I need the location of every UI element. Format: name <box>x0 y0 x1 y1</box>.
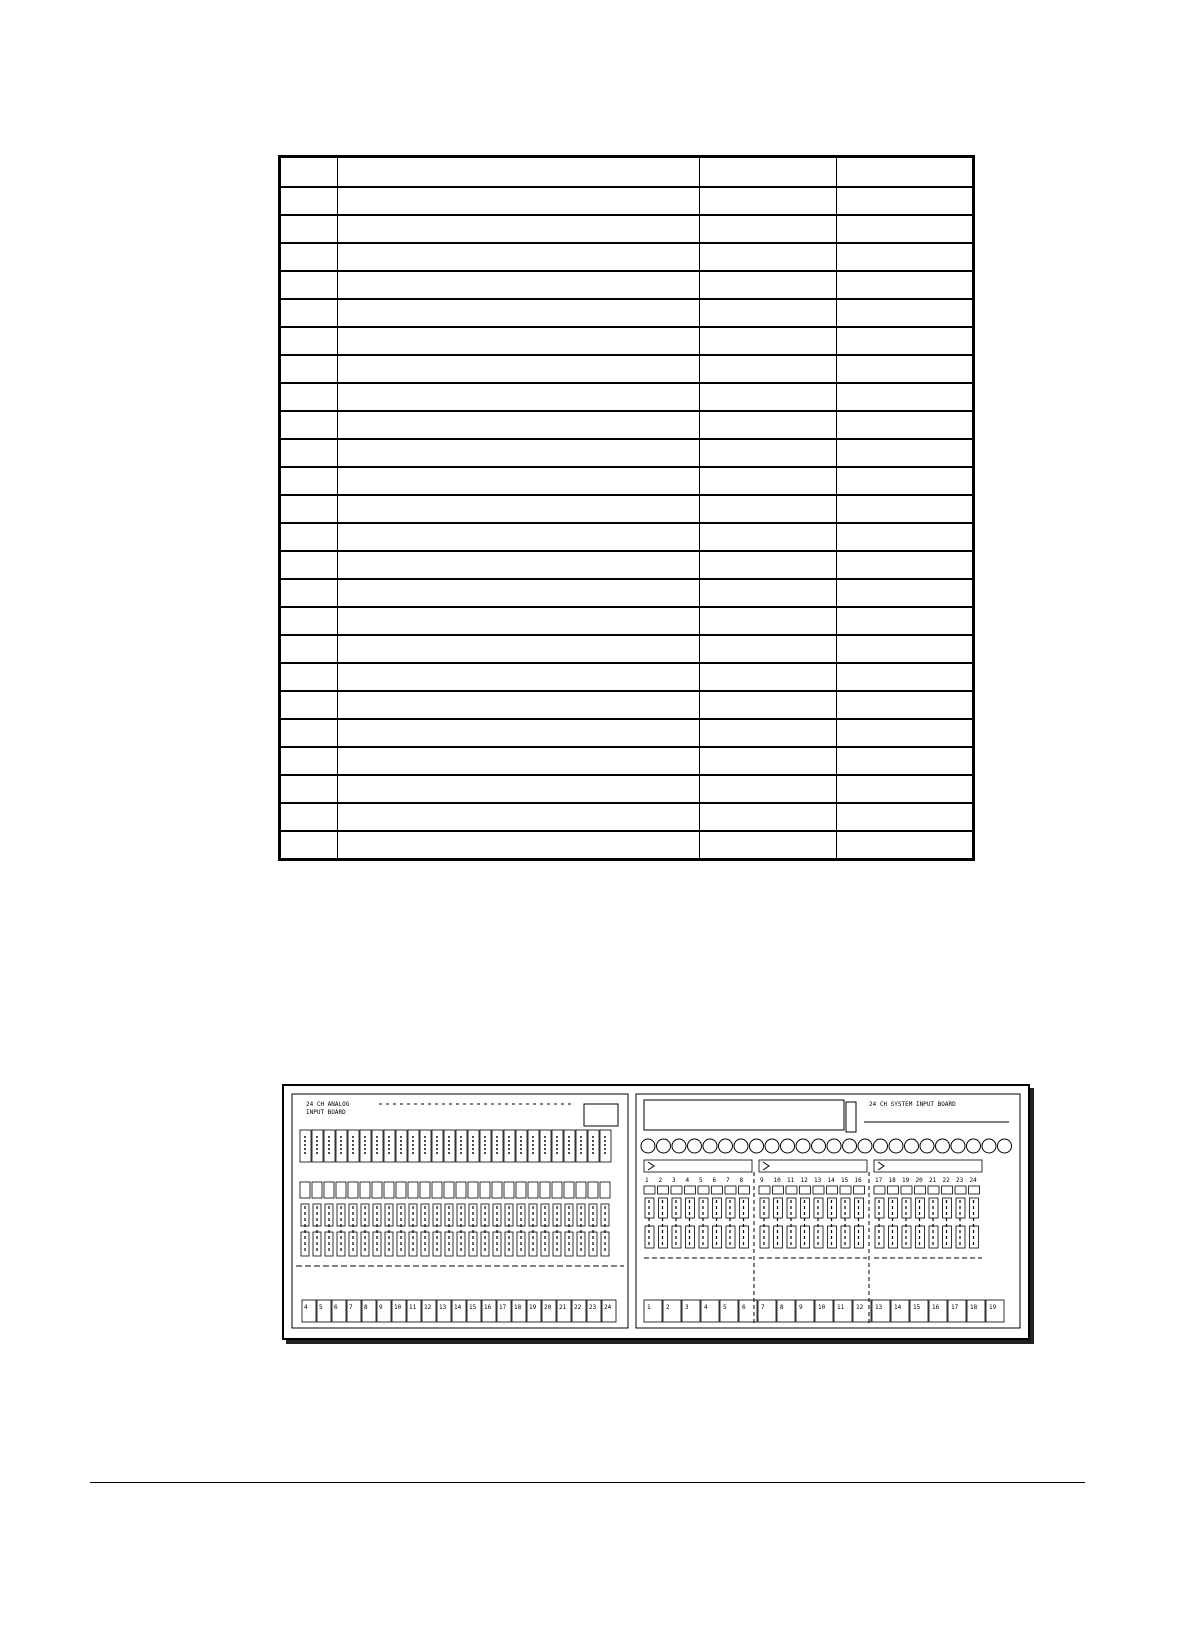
table-cell <box>280 719 338 747</box>
bottom-terminal-number: 14 <box>454 1304 462 1311</box>
table-cell <box>700 243 837 271</box>
left-board-title-line-1: 24 CH ANALOG <box>306 1101 350 1108</box>
channel-header <box>516 1182 526 1198</box>
group-arrow-icon <box>648 1162 654 1170</box>
table-cell <box>837 775 974 803</box>
table-cell <box>280 383 338 411</box>
bottom-terminal-number: 21 <box>559 1304 567 1311</box>
table-cell <box>280 495 338 523</box>
channel-number: 16 <box>854 1177 862 1184</box>
table-cell <box>700 355 837 383</box>
table-cell <box>280 691 338 719</box>
right-jumper-block <box>846 1102 856 1132</box>
channel-jumper <box>658 1186 669 1194</box>
table-cell <box>280 635 338 663</box>
bottom-terminal-number: 23 <box>589 1304 597 1311</box>
channel-number: 9 <box>760 1177 764 1184</box>
table-cell <box>700 579 837 607</box>
table-cell <box>338 355 700 383</box>
channel-jumper <box>671 1186 682 1194</box>
right-board-outline <box>636 1094 1020 1328</box>
channel-header <box>372 1182 382 1198</box>
table-cell <box>700 635 837 663</box>
status-led <box>889 1139 903 1153</box>
bottom-terminal-number: 19 <box>529 1304 537 1311</box>
table-row <box>280 719 974 747</box>
channel-jumper <box>800 1186 811 1194</box>
table-cell <box>837 271 974 299</box>
table-cell <box>700 187 837 215</box>
table-cell <box>280 439 338 467</box>
table-cell <box>338 523 700 551</box>
channel-group-bar <box>759 1160 867 1172</box>
left-board-title-line-2: INPUT BOARD <box>306 1109 346 1116</box>
bottom-terminal-number: 8 <box>780 1304 784 1311</box>
table-cell <box>338 775 700 803</box>
channel-number: 23 <box>956 1177 964 1184</box>
channel-number: 15 <box>841 1177 849 1184</box>
channel-header <box>480 1182 490 1198</box>
channel-header <box>552 1182 562 1198</box>
input-board-drawing <box>284 1086 1028 1338</box>
channel-jumper <box>888 1186 899 1194</box>
bottom-terminal-number: 16 <box>932 1304 940 1311</box>
table-cell <box>280 523 338 551</box>
table-cell <box>837 663 974 691</box>
table-cell <box>837 831 974 859</box>
table-cell <box>837 215 974 243</box>
channel-header <box>540 1182 550 1198</box>
table-row <box>280 635 974 663</box>
table-cell <box>837 187 974 215</box>
footer-rule <box>90 1482 1085 1483</box>
bottom-terminal-number: 17 <box>951 1304 959 1311</box>
table-cell <box>280 803 338 831</box>
table-row <box>280 271 974 299</box>
channel-header <box>432 1182 442 1198</box>
table-row <box>280 663 974 691</box>
channel-number: 19 <box>902 1177 910 1184</box>
bottom-terminal-number: 4 <box>304 1304 308 1311</box>
table-cell <box>280 467 338 495</box>
table-cell <box>700 691 837 719</box>
table-cell <box>700 215 837 243</box>
table-row <box>280 215 974 243</box>
status-led <box>874 1139 888 1153</box>
channel-group-bar <box>874 1160 982 1172</box>
status-led <box>703 1139 717 1153</box>
status-led <box>719 1139 733 1153</box>
table-cell <box>837 635 974 663</box>
table-cell <box>280 215 338 243</box>
header-cell-3 <box>700 157 837 188</box>
table-row <box>280 831 974 859</box>
channel-jumper <box>813 1186 824 1194</box>
table-cell <box>338 411 700 439</box>
status-led-row <box>641 1139 1012 1153</box>
table-cell <box>700 383 837 411</box>
channel-header <box>300 1182 310 1198</box>
channel-number: 10 <box>773 1177 781 1184</box>
channel-number: 1 <box>645 1177 649 1184</box>
bottom-terminal-number: 18 <box>970 1304 978 1311</box>
table-cell <box>837 691 974 719</box>
table-cell <box>338 271 700 299</box>
left-connector-block <box>584 1104 618 1126</box>
table-cell <box>338 551 700 579</box>
right-board-title: 24 CH SYSTEM INPUT BOARD <box>869 1101 956 1108</box>
channel-number: 5 <box>699 1177 703 1184</box>
bottom-terminal-number: 8 <box>364 1304 368 1311</box>
channel-number: 2 <box>658 1177 663 1184</box>
bottom-terminal-number: 13 <box>875 1304 883 1311</box>
table-cell <box>837 327 974 355</box>
bottom-terminal-number: 22 <box>574 1304 582 1311</box>
bottom-terminal-number: 14 <box>894 1304 902 1311</box>
channel-jumper <box>928 1186 939 1194</box>
channel-number: 4 <box>685 1177 690 1184</box>
input-board-figure <box>282 1084 1030 1340</box>
status-led <box>641 1139 655 1153</box>
bottom-terminal-number: 3 <box>685 1304 689 1311</box>
status-led <box>920 1139 934 1153</box>
channel-number: 8 <box>739 1177 744 1184</box>
bottom-terminal-number: 10 <box>818 1304 826 1311</box>
table-cell <box>837 803 974 831</box>
table-cell <box>280 607 338 635</box>
header-cell-2 <box>338 157 700 188</box>
bottom-terminal-number: 1 <box>647 1304 651 1311</box>
channel-jumper <box>759 1186 770 1194</box>
table-row <box>280 495 974 523</box>
table-cell <box>837 551 974 579</box>
channel-number: 20 <box>915 1177 923 1184</box>
channel-header <box>444 1182 454 1198</box>
channel-header <box>312 1182 322 1198</box>
table-row <box>280 355 974 383</box>
channel-number: 13 <box>814 1177 822 1184</box>
table-row <box>280 607 974 635</box>
table-cell <box>338 663 700 691</box>
channel-header <box>336 1182 346 1198</box>
channel-jumper <box>840 1186 851 1194</box>
table-cell <box>338 215 700 243</box>
table-row <box>280 775 974 803</box>
table-cell <box>700 719 837 747</box>
table-cell <box>700 803 837 831</box>
bottom-terminal-number: 7 <box>349 1304 353 1311</box>
table-cell <box>700 747 837 775</box>
bottom-terminal-number: 12 <box>856 1304 864 1311</box>
table-row <box>280 439 974 467</box>
status-led <box>951 1139 965 1153</box>
table-row <box>280 747 974 775</box>
channel-jumper <box>901 1186 912 1194</box>
io-assignment-table <box>278 155 975 861</box>
table-cell <box>280 579 338 607</box>
left-bottom-terminal-strip <box>302 1300 616 1322</box>
table-cell <box>338 243 700 271</box>
table-cell <box>837 439 974 467</box>
table-cell <box>837 579 974 607</box>
channel-jumper <box>969 1186 980 1194</box>
table-row <box>280 243 974 271</box>
table-cell <box>700 607 837 635</box>
table-row <box>280 187 974 215</box>
channel-header <box>576 1182 586 1198</box>
channel-number: 24 <box>969 1177 977 1184</box>
bottom-terminal-number: 6 <box>334 1304 338 1311</box>
bottom-terminal-number: 10 <box>394 1304 402 1311</box>
table-row <box>280 383 974 411</box>
table-cell <box>837 243 974 271</box>
table-row <box>280 579 974 607</box>
channel-header <box>528 1182 538 1198</box>
table-cell <box>338 299 700 327</box>
channel-jumper <box>854 1186 865 1194</box>
group-arrow-icon <box>763 1162 769 1170</box>
table-cell <box>700 439 837 467</box>
channel-jumper <box>955 1186 966 1194</box>
table-cell <box>837 495 974 523</box>
table-cell <box>700 551 837 579</box>
channel-jumper <box>644 1186 655 1194</box>
bottom-terminal-number: 9 <box>379 1304 383 1311</box>
status-led <box>765 1139 779 1153</box>
status-led <box>657 1139 671 1153</box>
table-cell <box>338 383 700 411</box>
table-cell <box>837 299 974 327</box>
channel-number: 3 <box>672 1177 676 1184</box>
bottom-terminal-number: 11 <box>409 1304 417 1311</box>
table-cell <box>338 747 700 775</box>
right-bottom-terminal-strip <box>644 1300 1004 1322</box>
table-cell <box>338 327 700 355</box>
status-led <box>905 1139 919 1153</box>
bottom-terminal-number: 9 <box>799 1304 803 1311</box>
table-cell <box>700 663 837 691</box>
bottom-terminal-number: 18 <box>514 1304 522 1311</box>
channel-number: 6 <box>712 1177 717 1184</box>
channel-number: 17 <box>875 1177 883 1184</box>
table-cell <box>338 719 700 747</box>
status-led <box>672 1139 686 1153</box>
table-cell <box>280 271 338 299</box>
table-cell <box>280 831 338 859</box>
header-cell-1 <box>280 157 338 188</box>
channel-header <box>564 1182 574 1198</box>
table-cell <box>837 355 974 383</box>
bottom-terminal-number: 17 <box>499 1304 507 1311</box>
table-cell <box>280 747 338 775</box>
channel-header <box>492 1182 502 1198</box>
channel-number: 14 <box>827 1177 835 1184</box>
channel-header <box>468 1182 478 1198</box>
table-cell <box>700 495 837 523</box>
bottom-terminal-number: 5 <box>723 1304 727 1311</box>
bottom-terminal-number: 15 <box>913 1304 921 1311</box>
bottom-terminal-number: 24 <box>604 1304 612 1311</box>
table-cell <box>280 327 338 355</box>
table-cell <box>700 831 837 859</box>
table-cell <box>280 551 338 579</box>
table-cell <box>700 411 837 439</box>
table-row <box>280 299 974 327</box>
status-led <box>750 1139 764 1153</box>
table-body <box>280 187 974 860</box>
channel-header <box>324 1182 334 1198</box>
status-led <box>843 1139 857 1153</box>
table-cell <box>837 467 974 495</box>
table-cell <box>280 243 338 271</box>
channel-number: 22 <box>942 1177 950 1184</box>
channel-jumper <box>685 1186 696 1194</box>
bottom-terminal-number: 15 <box>469 1304 477 1311</box>
channel-header <box>456 1182 466 1198</box>
table-cell <box>700 299 837 327</box>
bottom-terminal-number: 4 <box>704 1304 708 1311</box>
table-cell <box>837 719 974 747</box>
table-cell <box>338 439 700 467</box>
status-led <box>998 1139 1012 1153</box>
channel-header <box>600 1182 610 1198</box>
table-cell <box>338 635 700 663</box>
table-row <box>280 691 974 719</box>
table-cell <box>280 355 338 383</box>
table-row <box>280 411 974 439</box>
channel-jumper <box>725 1186 736 1194</box>
table-cell <box>837 747 974 775</box>
bottom-terminal-number: 19 <box>989 1304 997 1311</box>
right-channel-components <box>644 1160 982 1258</box>
table-cell <box>700 327 837 355</box>
table-cell <box>837 607 974 635</box>
table-cell <box>280 663 338 691</box>
status-led <box>734 1139 748 1153</box>
channel-header <box>588 1182 598 1198</box>
table-cell <box>837 523 974 551</box>
channel-jumper <box>942 1186 953 1194</box>
table-cell <box>700 775 837 803</box>
group-arrow-icon <box>878 1162 884 1170</box>
status-led <box>967 1139 981 1153</box>
table-row <box>280 803 974 831</box>
channel-header <box>384 1182 394 1198</box>
bottom-terminal-number: 11 <box>837 1304 845 1311</box>
table-cell <box>700 467 837 495</box>
table-cell <box>338 803 700 831</box>
channel-jumper <box>874 1186 885 1194</box>
channel-jumper <box>827 1186 838 1194</box>
status-led <box>982 1139 996 1153</box>
header-cell-4 <box>837 157 974 188</box>
channel-header <box>348 1182 358 1198</box>
status-led <box>781 1139 795 1153</box>
status-led <box>936 1139 950 1153</box>
status-led <box>796 1139 810 1153</box>
channel-number: 7 <box>726 1177 730 1184</box>
table-row <box>280 327 974 355</box>
right-header-block <box>644 1100 844 1130</box>
table-cell <box>338 495 700 523</box>
channel-header <box>396 1182 406 1198</box>
left-channel-components <box>296 1182 624 1266</box>
table-row <box>280 523 974 551</box>
channel-header <box>420 1182 430 1198</box>
table-header-row <box>280 157 974 188</box>
channel-header <box>504 1182 514 1198</box>
table-cell <box>338 579 700 607</box>
channel-group-bar <box>644 1160 752 1172</box>
channel-jumper <box>773 1186 784 1194</box>
table-cell <box>338 607 700 635</box>
table-cell <box>700 271 837 299</box>
table-cell <box>280 187 338 215</box>
channel-jumper <box>712 1186 723 1194</box>
bottom-terminal-number: 13 <box>439 1304 447 1311</box>
bottom-terminal-number: 20 <box>544 1304 552 1311</box>
left-board-outline <box>292 1094 628 1328</box>
channel-jumper <box>915 1186 926 1194</box>
channel-jumper <box>698 1186 709 1194</box>
table-cell <box>837 383 974 411</box>
status-led <box>688 1139 702 1153</box>
bottom-terminal-number: 5 <box>319 1304 323 1311</box>
table-cell <box>338 467 700 495</box>
bottom-terminal-number: 16 <box>484 1304 492 1311</box>
channel-number: 18 <box>888 1177 896 1184</box>
table-cell <box>280 411 338 439</box>
table-cell <box>700 523 837 551</box>
table-cell <box>280 299 338 327</box>
table-cell <box>338 831 700 859</box>
channel-header <box>360 1182 370 1198</box>
table-row <box>280 551 974 579</box>
channel-jumper <box>786 1186 797 1194</box>
channel-number: 11 <box>787 1177 795 1184</box>
bottom-terminal-number: 7 <box>761 1304 765 1311</box>
table-cell <box>338 187 700 215</box>
left-top-terminal-strip <box>300 1130 611 1162</box>
channel-header <box>408 1182 418 1198</box>
table-cell <box>280 775 338 803</box>
status-led <box>827 1139 841 1153</box>
bottom-terminal-number: 6 <box>742 1304 746 1311</box>
status-led <box>858 1139 872 1153</box>
channel-number: 21 <box>929 1177 937 1184</box>
status-led <box>812 1139 826 1153</box>
table-cell <box>338 691 700 719</box>
bottom-terminal-number: 2 <box>666 1304 670 1311</box>
table-row <box>280 467 974 495</box>
bottom-terminal-number: 12 <box>424 1304 432 1311</box>
channel-number: 12 <box>800 1177 808 1184</box>
channel-jumper <box>739 1186 750 1194</box>
table-cell <box>837 411 974 439</box>
